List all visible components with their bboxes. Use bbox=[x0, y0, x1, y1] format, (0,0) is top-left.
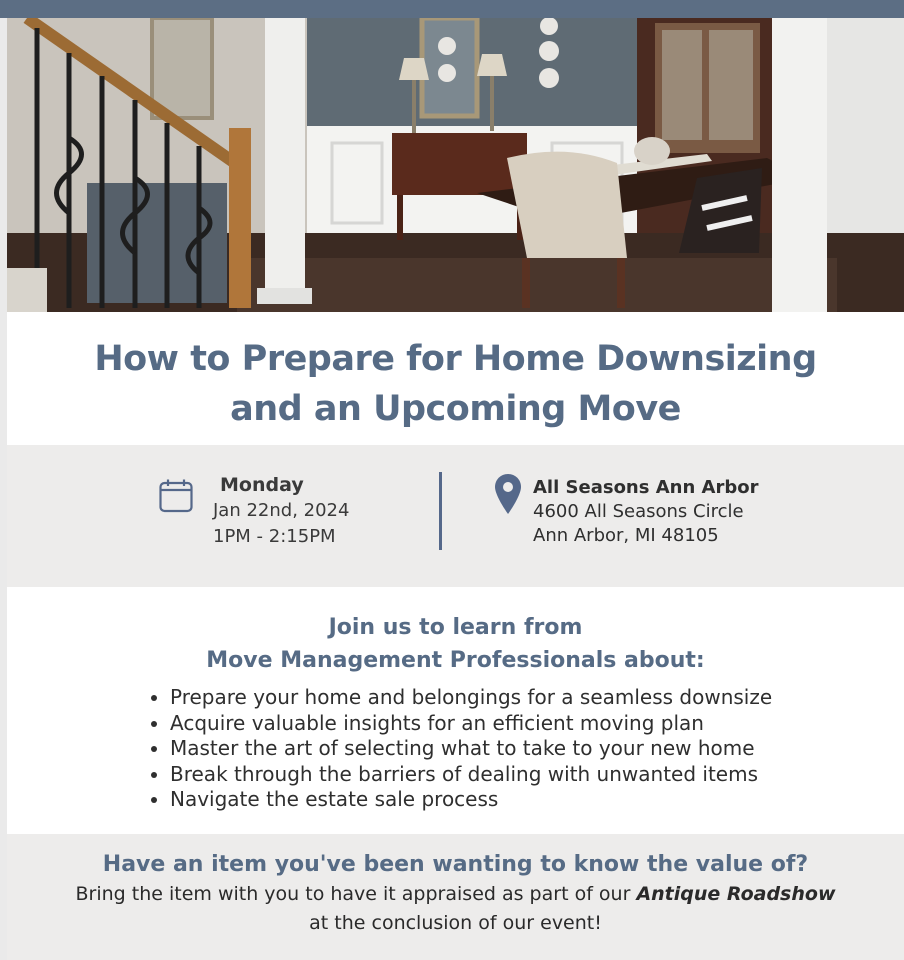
map-pin-icon bbox=[494, 473, 522, 515]
list-item: • Master the art of selecting what to take to your new home bbox=[170, 736, 772, 762]
intro-line-2: Move Management Professionals about: bbox=[206, 648, 705, 673]
intro-line-1: Join us to learn from bbox=[328, 615, 583, 640]
venue-street: 4600 All Seasons Circle bbox=[533, 501, 744, 522]
event-day: Monday bbox=[220, 474, 304, 496]
title-line-2: and an Upcoming Move bbox=[230, 389, 681, 429]
event-time: 1PM - 2:15PM bbox=[213, 526, 336, 547]
event-date-time bbox=[213, 472, 349, 550]
venue-city: Ann Arbor, MI 48105 bbox=[533, 525, 719, 546]
flyer bbox=[7, 18, 904, 960]
appraisal-question: Have an item you've been wanting to know the value of? bbox=[102, 852, 809, 877]
title-line-1: How to Prepare for Home Downsizing bbox=[94, 339, 817, 379]
intro-heading bbox=[7, 611, 904, 677]
event-location bbox=[533, 476, 759, 548]
list-item: • Prepare your home and belongings for a seamless downsize bbox=[170, 685, 772, 711]
antique-roadshow-emphasis: Antique Roadshow bbox=[636, 883, 836, 905]
info-divider bbox=[439, 472, 442, 550]
calendar-icon bbox=[159, 479, 193, 513]
appraisal-text bbox=[7, 880, 904, 909]
dining-room-photo bbox=[7, 18, 904, 312]
list-item: • Break through the barriers of dealing with unwanted items bbox=[170, 762, 772, 788]
page-title bbox=[7, 334, 904, 434]
list-item: • Navigate the estate sale process bbox=[170, 787, 772, 813]
appraisal-text-end: at the conclusion of our event! bbox=[309, 912, 602, 934]
event-date: Jan 22nd, 2024 bbox=[213, 500, 350, 521]
list-item: • Acquire valuable insights for an efficient moving plan bbox=[170, 711, 772, 737]
appraisal-band bbox=[7, 834, 904, 960]
topics-list bbox=[145, 685, 772, 813]
appraisal-text-start: Bring the item with you to have it appraised as part of our bbox=[75, 883, 637, 905]
venue-name: All Seasons Ann Arbor bbox=[533, 477, 759, 498]
event-details-band bbox=[7, 445, 904, 587]
top-bar bbox=[0, 0, 904, 18]
